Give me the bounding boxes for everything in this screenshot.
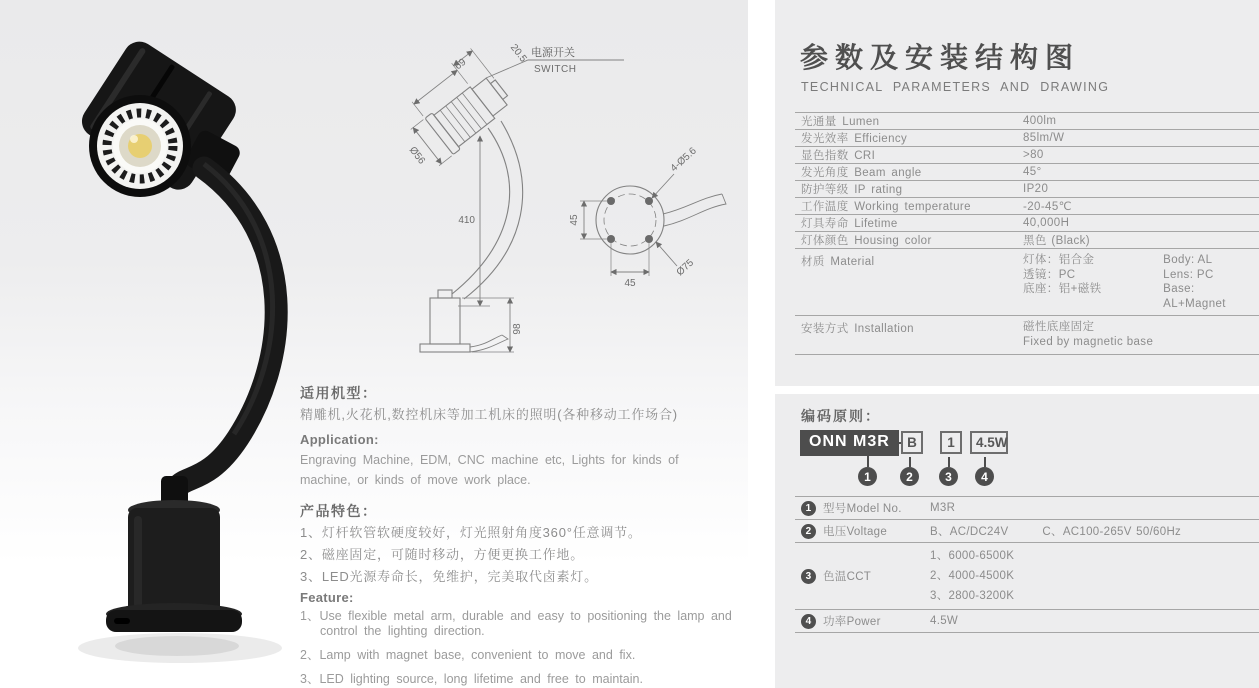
- coding-row-power: [795, 609, 1259, 632]
- code-box-voltage: B: [901, 431, 923, 454]
- feature-cn-item: 2、磁座固定，可随时移动，方便更换工作地。: [300, 547, 585, 562]
- dim-45-horizontal: 45: [624, 278, 636, 289]
- marker-1: 1: [858, 467, 877, 486]
- application-heading: Application:: [300, 432, 379, 447]
- coding-label-text: 色温CCT: [823, 571, 872, 583]
- dim-20-5: 20.5: [507, 42, 529, 65]
- feature-en-item: 1、Use flexible metal arm, durable and easy to positioning the lamp and control the lighting direction.: [300, 609, 732, 638]
- features-en-heading: Feature:: [300, 590, 354, 605]
- coding-value: 4.5W: [930, 615, 959, 627]
- param-value: -20-45℃: [1023, 201, 1072, 213]
- cct-option: 2、4000-4500K: [930, 570, 1015, 582]
- param-label: 防护等级 IP rating: [801, 184, 903, 196]
- param-row-cri: [795, 146, 1259, 163]
- badge-2: 2: [801, 524, 816, 539]
- material-line: Lens: PC: [1163, 268, 1214, 281]
- apply-models-heading: 适用机型：: [300, 385, 378, 401]
- param-label: 发光效率 Efficiency: [801, 133, 908, 145]
- dim-69: 69: [452, 56, 469, 73]
- coding-value: [930, 523, 1181, 539]
- material-values-cn: [1023, 253, 1163, 311]
- param-label: 发光角度 Beam angle: [801, 167, 922, 179]
- feature-cn-item: 1、灯杆软管软硬度较好，灯光照射角度360°任意调节。: [300, 525, 642, 540]
- dim-dia75: Ø75: [674, 257, 697, 279]
- param-value: IP20: [1023, 183, 1049, 195]
- material-values: [1023, 253, 1259, 311]
- dim-4-holes: 4-Ø5.6: [668, 145, 699, 175]
- param-value: 黑色 (Black): [1023, 235, 1090, 247]
- coding-label: [795, 500, 930, 516]
- coding-value: M3R: [930, 502, 956, 514]
- coding-row-voltage: [795, 519, 1259, 542]
- magnetic-base: [78, 476, 282, 663]
- cct-option: 1、6000-6500K: [930, 550, 1015, 562]
- installation-values: [1023, 320, 1153, 350]
- coding-row-cct: [795, 542, 1259, 609]
- param-row-efficiency: [795, 129, 1259, 146]
- connector-line: [948, 457, 950, 467]
- param-row-housing-color: [795, 231, 1259, 248]
- technical-drawing: [368, 30, 748, 378]
- connector-line: [984, 457, 986, 467]
- coding-panel: [775, 394, 1259, 688]
- coding-label: [795, 523, 930, 539]
- page-subtitle: TECHNICAL PARAMETERS AND DRAWING: [801, 80, 1110, 94]
- product-photo: [22, 18, 342, 668]
- feature-en-item: 3、LED lighting source, long lifetime and free to maintain.: [300, 672, 643, 686]
- dim-410: 410: [458, 215, 475, 226]
- coding-label: [795, 568, 930, 584]
- code-box-power: 4.5W: [970, 431, 1008, 454]
- application-body: Engraving Machine, EDM, CNC machine etc, Lights for kinds of machine, or kinds of move work place.: [300, 453, 679, 487]
- code-diagram: [800, 430, 1230, 490]
- connector-line: [909, 457, 911, 467]
- material-line: Base: AL+Magnet: [1163, 283, 1226, 310]
- param-value: 45°: [1023, 166, 1042, 178]
- coding-row-model: [795, 496, 1259, 519]
- param-label: 灯体颜色 Housing color: [801, 235, 932, 247]
- material-line: 透镜：PC: [1023, 268, 1076, 281]
- voltage-option: B、AC/DC24V: [930, 526, 1009, 538]
- coding-table: [795, 496, 1259, 633]
- page-title: 参数及安装结构图: [800, 42, 1081, 73]
- parameters-table: [795, 112, 1259, 355]
- installation-line: 磁性底座固定: [1023, 321, 1095, 333]
- coding-value: [930, 546, 1014, 606]
- param-label: 灯具寿命 Lifetime: [801, 218, 898, 230]
- param-value: 400lm: [1023, 115, 1057, 127]
- param-row-beam-angle: [795, 163, 1259, 180]
- feature-en-item: 2、Lamp with magnet base, convenient to move and fix.: [300, 648, 636, 662]
- param-row-material: [795, 248, 1259, 315]
- dim-45-vertical: 45: [569, 214, 580, 226]
- cct-option: 3、2800-3200K: [930, 590, 1015, 602]
- param-value: 85lm/W: [1023, 132, 1065, 144]
- param-value: 40,000H: [1023, 217, 1070, 229]
- features-cn-heading: 产品特色：: [300, 503, 378, 519]
- feature-cn-item: 3、LED光源寿命长，免维护，完美取代卤素灯。: [300, 569, 598, 584]
- param-row-installation: [795, 315, 1259, 354]
- param-label: 工作温度 Working temperature: [801, 201, 971, 213]
- param-row-lifetime: [795, 214, 1259, 231]
- dim-dia56: Ø56: [406, 144, 428, 167]
- gooseneck-arm: [174, 164, 276, 506]
- coding-title: 编码原则：: [801, 408, 881, 424]
- badge-1: 1: [801, 501, 816, 516]
- param-label: 光通量 Lumen: [801, 116, 880, 128]
- switch-label-cn: 电源开关: [531, 47, 575, 59]
- connector-line: [867, 452, 869, 467]
- parameters-panel: [775, 0, 1259, 386]
- material-line: 底座：铝+磁铁: [1023, 283, 1102, 295]
- param-label: 安装方式 Installation: [801, 323, 914, 335]
- badge-4: 4: [801, 614, 816, 629]
- marker-2: 2: [900, 467, 919, 486]
- coding-label-text: 型号Model No.: [823, 503, 902, 515]
- marker-4: 4: [975, 467, 994, 486]
- material-line: Body: AL: [1163, 254, 1213, 266]
- marker-3: 3: [939, 467, 958, 486]
- switch-label-en: SWITCH: [534, 64, 577, 75]
- voltage-option: C、AC100-265V 50/60Hz: [1042, 526, 1182, 538]
- badge-3: 3: [801, 569, 816, 584]
- param-row-working-temperature: [795, 197, 1259, 214]
- code-box-cct: 1: [940, 431, 962, 454]
- param-row-lumen: [795, 112, 1259, 129]
- installation-line: Fixed by magnetic base: [1023, 336, 1154, 348]
- apply-models-body: 精雕机,火花机,数控机床等加工机床的照明(各种移动工作场合): [300, 407, 678, 422]
- features-en-list: [300, 609, 732, 688]
- coding-label: [795, 613, 930, 629]
- features-cn-list: [300, 522, 642, 588]
- param-label: 材质 Material: [801, 256, 875, 268]
- material-values-en: [1163, 253, 1259, 311]
- dim-98: 98: [512, 323, 523, 335]
- param-label: 显色指数 CRI: [801, 150, 876, 162]
- code-main-box: ONN M3R: [800, 430, 899, 456]
- coding-label-text: 电压Voltage: [823, 526, 888, 538]
- material-line: 灯体：铝合金: [1023, 254, 1095, 266]
- param-row-ip-rating: [795, 180, 1259, 197]
- code-dash: [891, 442, 901, 444]
- param-value: >80: [1023, 149, 1044, 161]
- coding-label-text: 功率Power: [823, 616, 881, 628]
